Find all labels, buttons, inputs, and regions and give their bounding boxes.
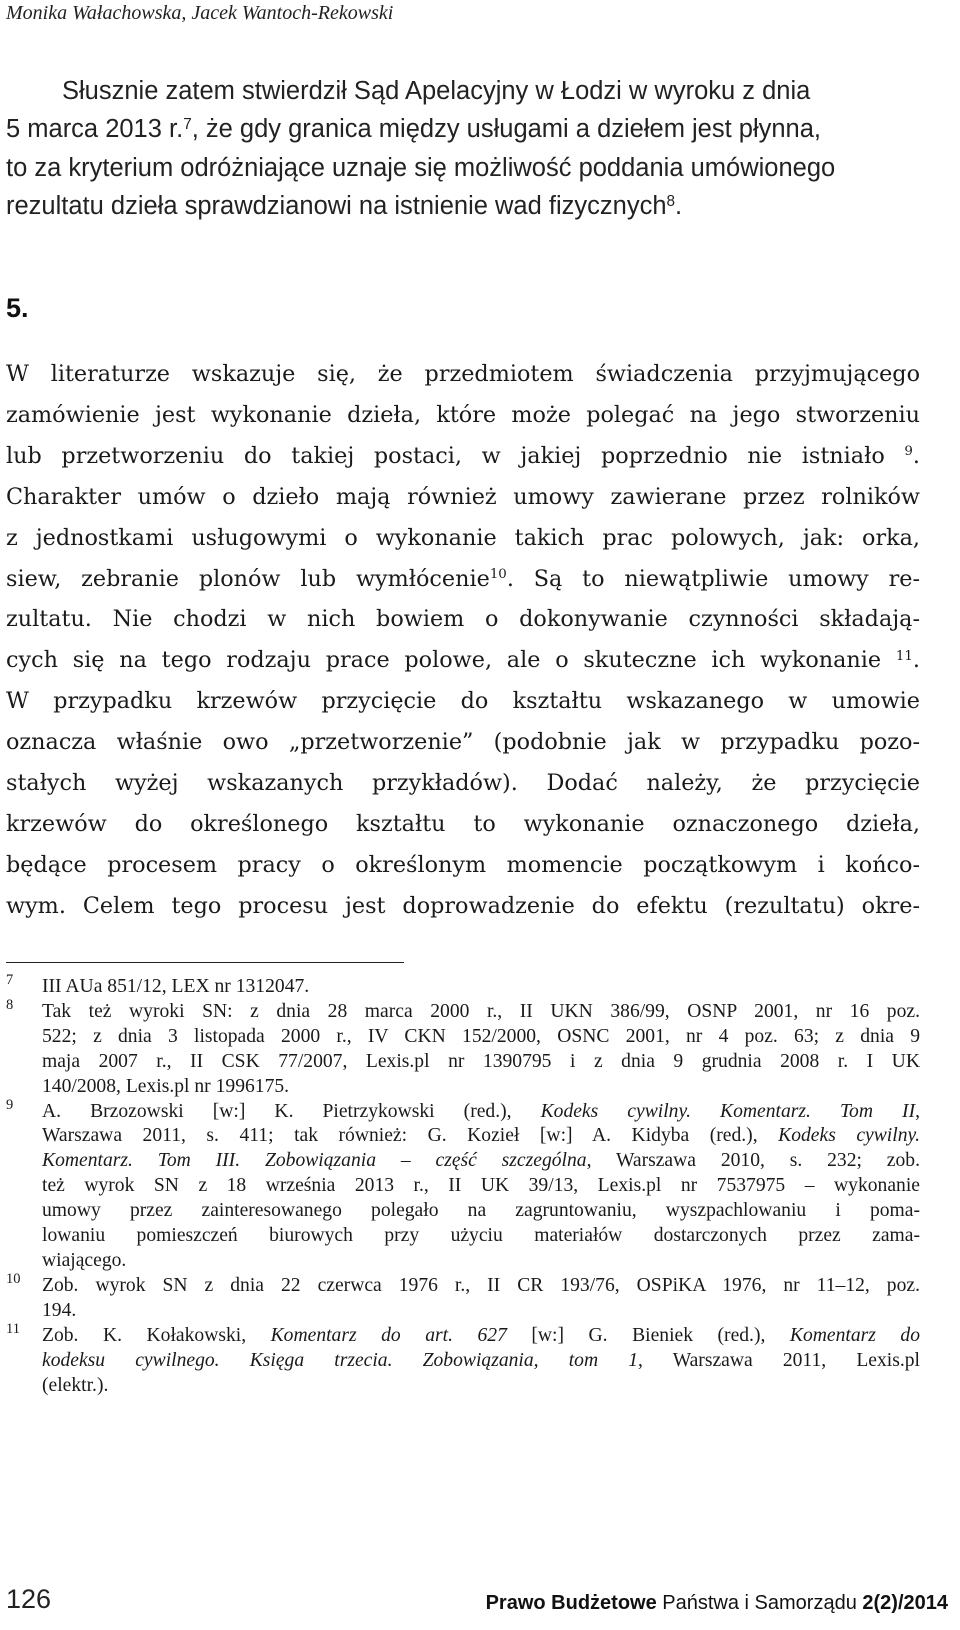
footnote-ref-11[interactable]: 11	[895, 649, 913, 664]
text-line: oznacza właśnie owo „przetworzenie” (podobnie jak w przypadku pozo-	[6, 729, 920, 756]
footnote-line: III AUa 851/12, LEX nr 1312047.	[42, 976, 310, 997]
text-line: rezultatu dzieła sprawdzianowi na istnienie wad fizycznych$^8$.	[6, 192, 683, 221]
text-line: W literaturze wskazuje się, że przedmiotem świadczenia przyjmującego	[6, 361, 920, 387]
footnote-number: 7	[6, 972, 14, 988]
text-line: lub przetworzeniu do takiej postaci, w jakiej poprzednio nie istniało $^9$.	[6, 442, 921, 469]
footnote-line: maja 2007 r., II CSK 77/2007, Lexis.pl nr 1390795 i z dnia 9 grudnia 2008 r. I UK	[42, 1050, 920, 1072]
footnote-7	[6, 972, 920, 1000]
footnote-ref-10[interactable]: 10	[489, 567, 507, 583]
footnote-number: 9	[6, 1096, 14, 1113]
footnote-ref-7[interactable]: 7	[183, 116, 192, 133]
footnote-line: Tak też wyroki SN: z dnia 28 marca 2000 r., II UKN 386/99, OSNP 2001, nr 16 poz.	[42, 1000, 920, 1022]
footnote-line: 522; z dnia 3 listopada 2000 r., IV CKN 152/2000, OSNC 2001, nr 4 poz. 63; z dnia 9	[42, 1025, 920, 1047]
text-line: zultatu. Nie chodzi w nich bowiem o dokonywanie czynności składają-	[6, 606, 920, 633]
text-line: z jednostkami usługowymi o wykonanie takich prac polowych, jak: orka,	[6, 524, 920, 551]
footnote-line: umowy przez zainteresowanego polegało na zagruntowaniu, wyszpachlowaniu i poma-	[42, 1200, 920, 1222]
text-line: krzewów do określonego kształtu to wykonanie oznaczonego dzieła,	[6, 810, 920, 837]
section-number: 5.	[6, 293, 29, 323]
running-header-authors: Monika Wałachowska, Jacek Wantoch-Rekowski	[6, 2, 394, 24]
footnote-ref-9[interactable]: 9	[904, 444, 913, 460]
footnote-number: 8	[6, 996, 14, 1013]
footnote-line: Komentarz. Tom III. Zobowiązania – część szczególna, Warszawa 2010, s. 232; zob.	[42, 1150, 920, 1172]
footnote-number: 10	[6, 1270, 21, 1287]
footnote-line: Zob. K. Kołakowski, Komentarz do art. 627 [w:] G. Bieniek (red.), Komentarz do	[42, 1324, 920, 1346]
footnote-number: 11	[6, 1320, 20, 1337]
footnote-ref-8[interactable]: 8	[666, 192, 676, 210]
text-line: to za kryterium odróżniające uznaje się możliwość poddania umówionego	[6, 153, 836, 182]
journal-title: Prawo Budżetowe Państwa i Samorządu 2(2)/2014	[485, 1592, 948, 1614]
text-line: W przypadku krzewów przycięcie do kształtu wskazanego w umowie	[6, 688, 920, 715]
footnote-line: też wyrok SN z 18 września 2013 r., II UK 39/13, Lexis.pl nr 7537975 – wykonanie	[42, 1175, 920, 1197]
footnote-separator	[6, 962, 404, 963]
footnotes	[6, 972, 920, 1398]
footnote-10	[6, 1270, 920, 1324]
text-line: stałych wyżej wskazanych przykładów). Dodać należy, że przycięcie	[6, 770, 920, 797]
text-line: siew, zebranie plonów lub wymłócenie$^{10}$. Są to niewątpliwie umowy re-	[6, 565, 920, 592]
footnote-line: kodeksu cywilnego. Księga trzecia. Zobowiązania, tom 1, Warszawa 2011, Lexis.pl	[42, 1349, 920, 1371]
text-line: będące procesem pracy o określonym momencie początkowym i końco-	[6, 851, 920, 878]
section-body	[6, 354, 920, 927]
footnote-line: 194.	[42, 1299, 77, 1321]
footnote-line: Zob. wyrok SN z dnia 22 czerwca 1976 r., II CR 193/76, OSPiKA 1976, nr 11–12, poz.	[42, 1274, 920, 1296]
text-line: zamówienie jest wykonanie dzieła, które może polegać na jego stworzeniu	[6, 401, 920, 428]
text-line: Słusznie zatem stwierdził Sąd Apelacyjny w Łodzi w wyroku z dnia	[62, 77, 811, 105]
text-line: 5 marca 2013 r.$^7$, że gdy granica między usługami a dziełem jest płynna,	[6, 115, 822, 144]
footnote-line: lowaniu pomieszczeń biurowych przy użyciu materiałów dostarczonych przez zama-	[42, 1225, 920, 1247]
page-number: 126	[6, 1584, 52, 1614]
footnote-line: A. Brzozowski [w:] K. Pietrzykowski (red.), Kodeks cywilny. Komentarz. Tom II,	[42, 1100, 920, 1122]
text-line: cych się na tego rodzaju prace polowe, ale o skuteczne ich wykonanie $^{11}$.	[6, 647, 920, 674]
footnote-line: (elektr.).	[42, 1374, 109, 1396]
footnote-8	[6, 996, 920, 1100]
footnote-11	[6, 1320, 920, 1399]
footnote-line: 140/2008, Lexis.pl nr 1996175.	[42, 1075, 290, 1097]
text-line: wym. Celem tego procesu jest doprowadzenie do efektu (rezultatu) okre-	[6, 892, 920, 919]
footnote-9	[6, 1096, 920, 1274]
text-line: Charakter umów o dzieło mają również umowy zawierane przez rolników	[6, 483, 920, 510]
footnote-line: Warszawa 2011, s. 411; tak również: G. Kozieł [w:] A. Kidyba (red.), Kodeks cywilny.	[42, 1125, 920, 1147]
footnote-line: wiającego.	[42, 1249, 127, 1271]
intro-paragraph	[6, 72, 920, 226]
